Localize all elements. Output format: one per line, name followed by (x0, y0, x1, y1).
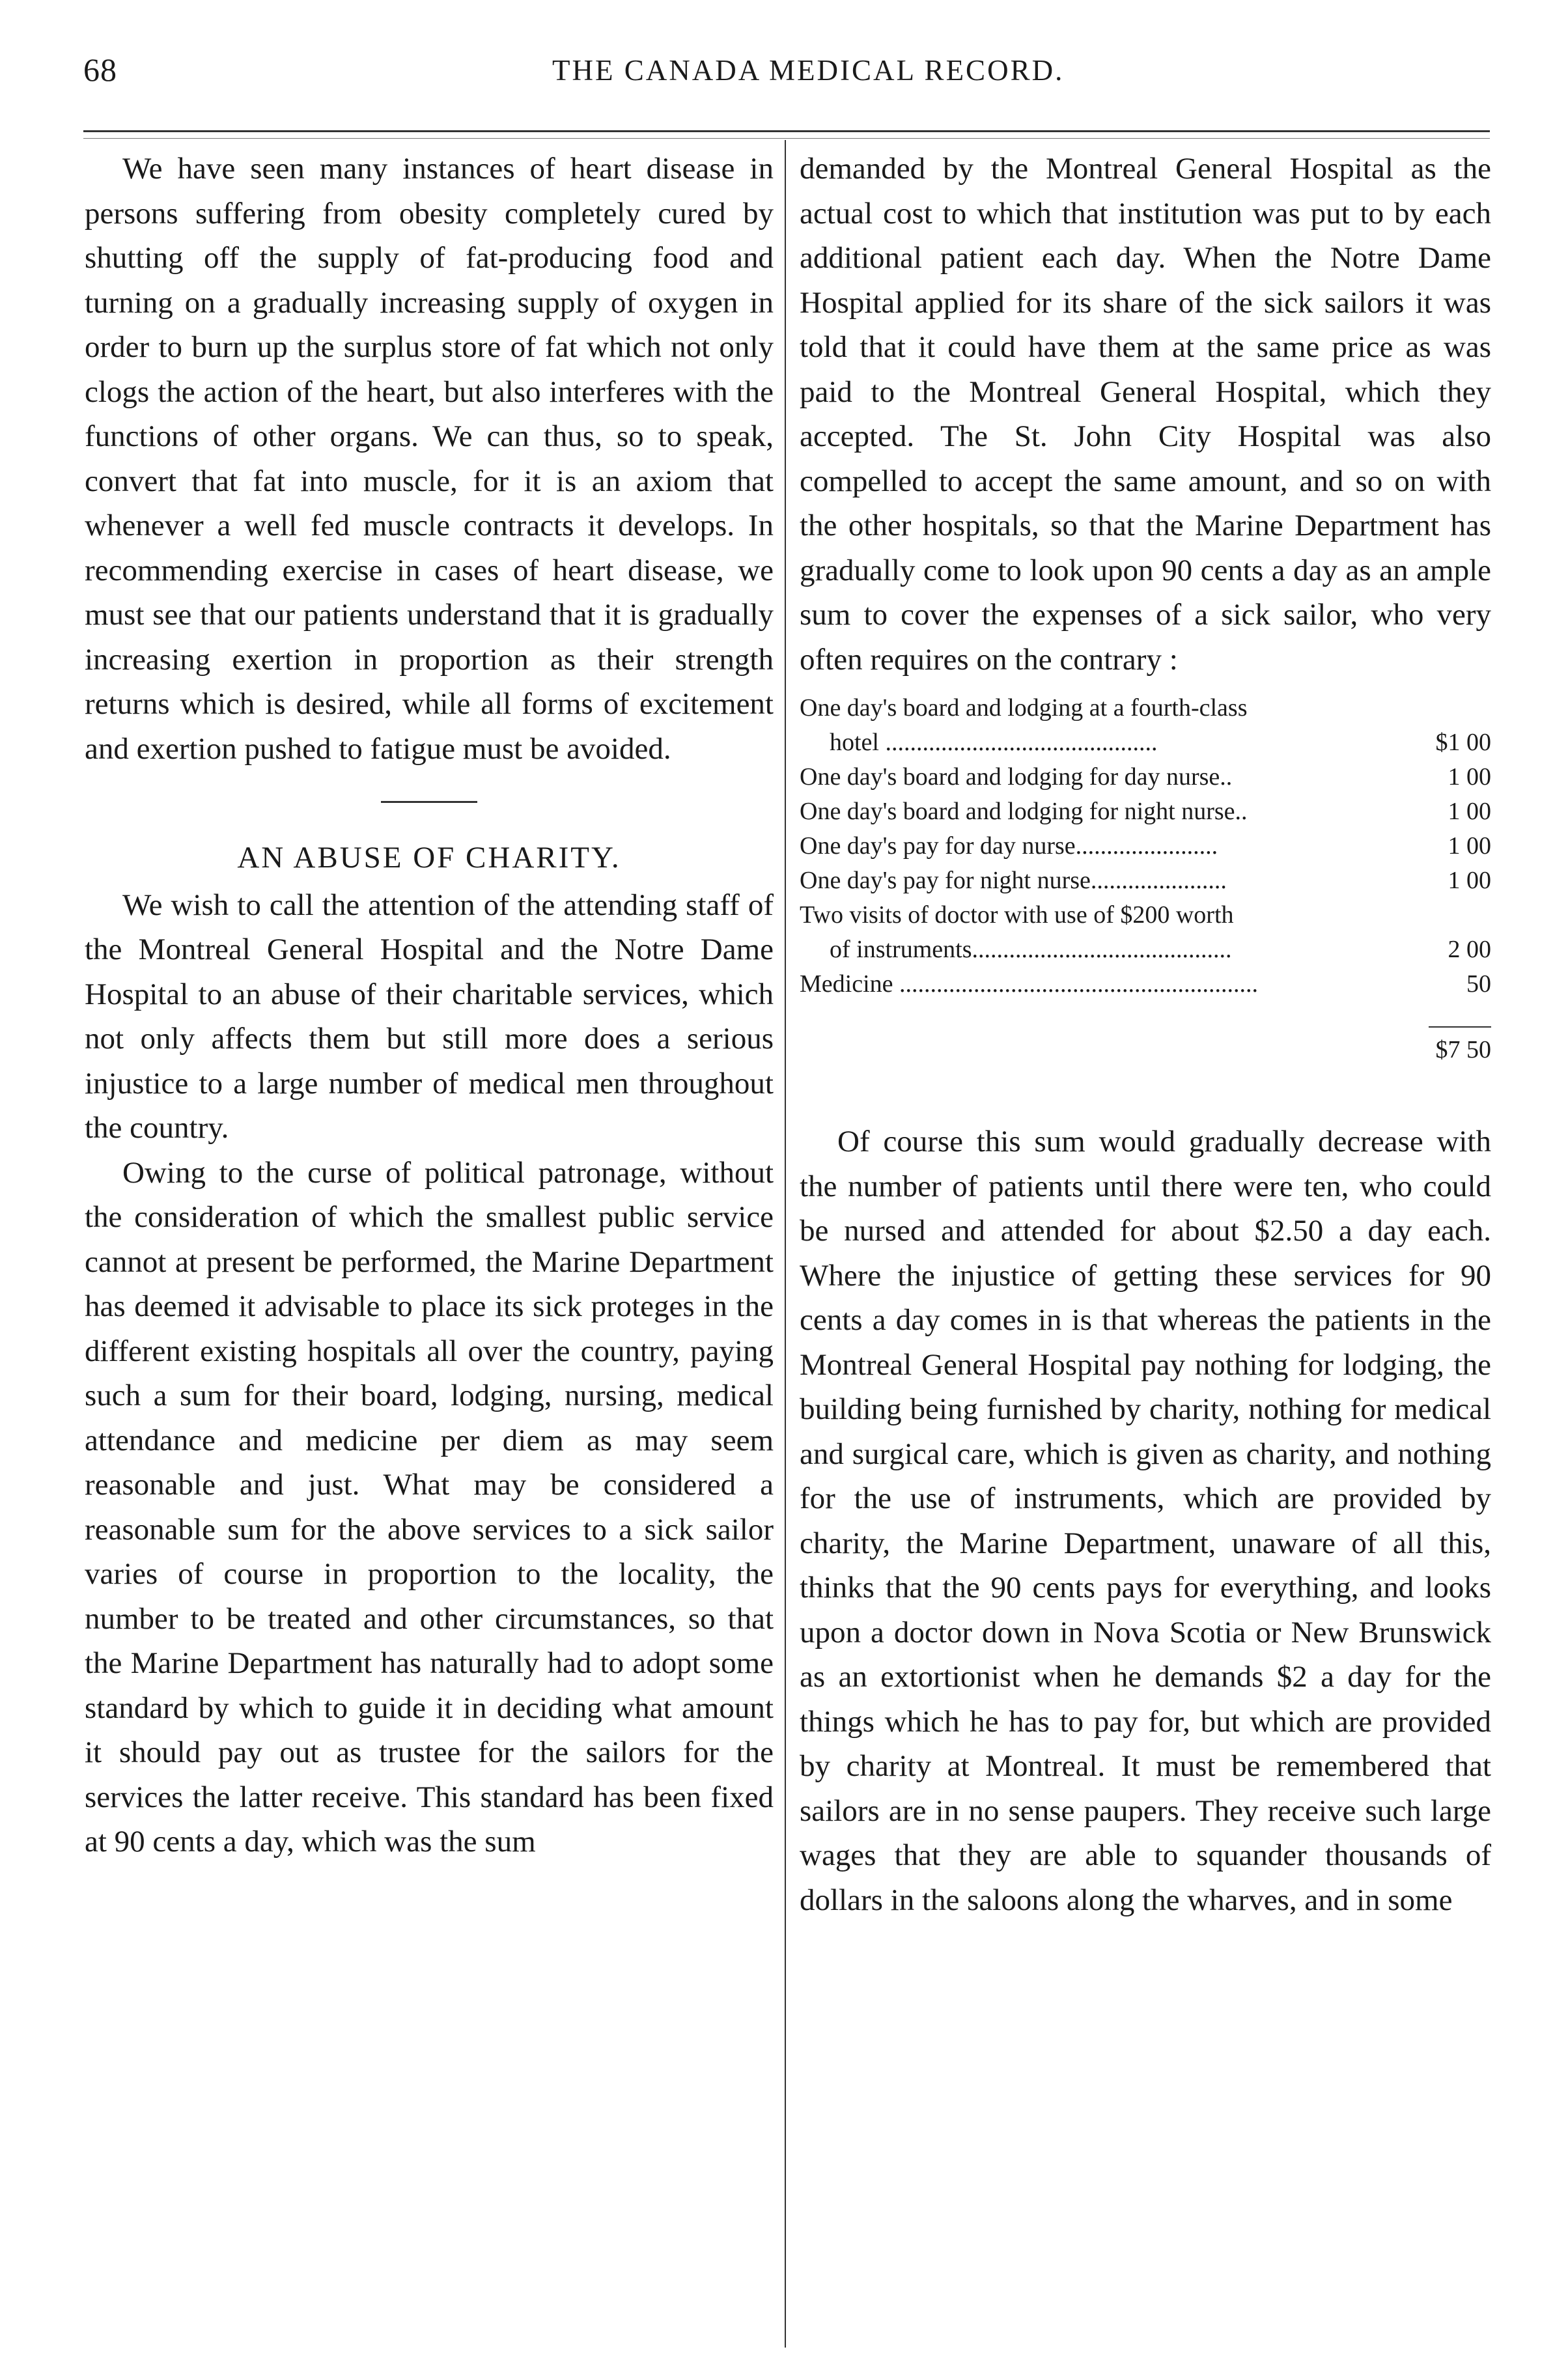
paragraph-heart-disease: We have seen many instances of heart disease in persons suffering from obesity completely cured by shutting off the supply of fat-producing food and turning on a gradually increasing supply of oxygen in order to burn up the surplus store of fat which not only clogs the action of the heart, but also interferes with the functions of other organs. We can thus, so to speak, convert that fat into muscle, for it is an axiom that whenever a well fed muscle contracts it develops. In recommending exercise in cases of heart disease, we must see that our patients understand that it is gradually increasing exertion in proportion as their strength returns which is desired, while all forms of excitement and exertion pushed to fatigue must be avoided. (85, 152, 774, 766)
paragraph-injustice: Of course this sum would gradually decrease with the number of patients until there were ten, who could be nursed and attended for about $2.50 a day each. Where the injustice of getting these services for 90 cents a day comes in is that whereas the patients in the Montreal General Hospital pay nothing for lodging, the building being furnished by charity, nothing for medical and surgical care, which is given as charity, and nothing for the use of instruments, which are provided by charity, the Marine Department, unaware of all this, thinks that the 90 cents pays for everything, and looks upon a doctor down in Nova Scotia or New Brunswick as an extortionist when he demands $2 a day for the things which he has to pay for, but which are provided by charity at Montreal. It must be remembered that sailors are in no sense paupers. They receive such large wages that they are able to squander thousands of dollars in the saloons along the wharves, and in some (800, 1125, 1491, 1917)
cost-item-label: Two visits of doctor with use of $200 worth (800, 901, 1234, 929)
paragraph-attention: We wish to call the attention of the attending staff of the Montreal General Hospital and the Notre Dame Hospital to an abuse of their charitable services, which not only affects them but still more does a serious injustice to a large number of medical men throughout the country. (85, 888, 774, 1145)
cost-item-label-cont: of instruments.......................................... (830, 936, 1232, 963)
section-divider (381, 801, 477, 803)
cost-row (800, 829, 1491, 863)
cost-row (800, 863, 1491, 898)
right-column (800, 147, 1491, 1922)
cost-row (800, 794, 1491, 829)
cost-amount: 50 (1466, 970, 1491, 998)
header-rule (83, 130, 1490, 132)
cost-item-label: One day's pay for night nurse...................... (800, 867, 1227, 894)
cost-amount: 2 00 (1448, 936, 1491, 963)
running-title: THE CANADA MEDICAL RECORD. (552, 54, 1065, 87)
cost-amount: 1 00 (1448, 832, 1491, 860)
cost-amount: $1 00 (1435, 729, 1491, 756)
cost-item-label: One day's board and lodging for night nurse.. (800, 798, 1248, 825)
header-rule-thin (83, 138, 1490, 139)
cost-row (800, 967, 1491, 1002)
cost-item-label-cont: hotel ............................................ (830, 729, 1158, 756)
cost-row (800, 691, 1491, 760)
page-number: 68 (83, 51, 117, 88)
page-header (83, 51, 1490, 96)
left-column (85, 147, 774, 1864)
cost-total: $7 50 (1435, 1036, 1491, 1063)
cost-amount: 1 00 (1448, 798, 1491, 825)
cost-item-label: One day's board and lodging for day nurse.. (800, 763, 1233, 791)
paragraph-continued: demanded by the Montreal General Hospital as the actual cost to which that institution was put to by each additional patient each day. When the Notre Dame Hospital applied for its share of the sick sailors it was told that it could have them at the same price as was paid to the Montreal General Hospital, which they accepted. The St. John City Hospital was also compelled to accept the same amount, and so on with the other hospitals, so that the Marine Department has gradually come to look upon 90 cents a day as an ample sum to cover the expenses of a sick sailor, who very often requires on the contrary : (800, 152, 1491, 677)
cost-item-label: One day's board and lodging at a fourth-class (800, 694, 1248, 722)
section-heading: AN ABUSE OF CHARITY. (237, 841, 621, 875)
cost-amount: 1 00 (1448, 867, 1491, 894)
cost-item-label: Medicine .......................................................... (800, 970, 1259, 998)
cost-amount: 1 00 (1448, 763, 1491, 791)
paragraph-patronage: Owing to the curse of political patronage, without the consideration of which the smallest public service cannot at present be performed, the Marine Department has deemed it advisable to place its sick proteges in the different existing hospitals all over the country, paying such a sum for their board, lodging, nursing, medical attendance and medicine per diem as may seem reasonable and just. What may be considered a reasonable sum for the above services to a sick sailor varies of course in proportion to the locality, the number to be treated and other circumstances, so that the Marine Department has naturally had to adopt some standard by which to guide it in deciding what amount it should pay out as trustee for the sailors for the services the latter receive. This standard has been fixed at 90 cents a day, which was the sum (85, 1155, 774, 1859)
cost-table (800, 691, 1491, 1002)
cost-row (800, 760, 1491, 794)
column-divider (785, 140, 786, 2348)
total-rule (1429, 1026, 1491, 1028)
cost-item-label: One day's pay for day nurse....................... (800, 832, 1218, 860)
cost-row (800, 898, 1491, 967)
